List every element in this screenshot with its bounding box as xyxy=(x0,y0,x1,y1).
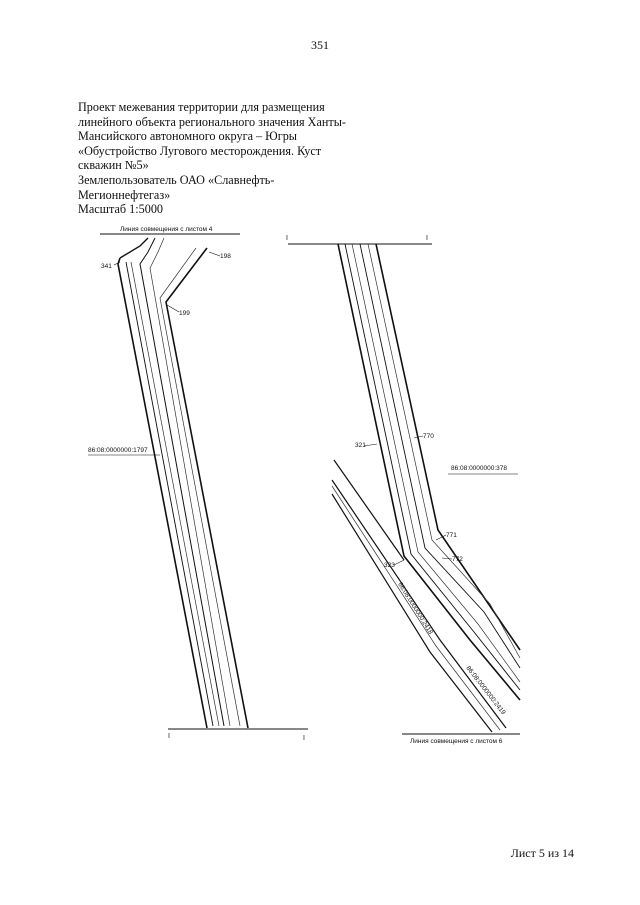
break-mark: I xyxy=(426,235,428,242)
parcel-label: 86:08:0000000:2419 xyxy=(464,664,507,717)
parcel-label: 86:08:0000000:1797 xyxy=(88,447,148,454)
title-line: Проект межевания территории для размещения xyxy=(78,100,325,114)
left-corridor-inner xyxy=(131,262,219,726)
point-label: 770 xyxy=(423,433,434,440)
right-corridor-inner xyxy=(360,244,520,668)
point-label: 771 xyxy=(446,532,457,539)
parcel-label: 86:08:0000000:378 xyxy=(451,465,508,472)
title-block xyxy=(78,100,368,217)
pipeline-corridor xyxy=(332,480,506,728)
match-line-label-top: Линия совмещения с листом 4 xyxy=(120,226,213,233)
right-corridor-inner xyxy=(352,244,520,682)
break-mark: I xyxy=(303,735,305,742)
right-corridor-inner xyxy=(368,244,520,658)
page-number: 351 xyxy=(311,38,329,52)
title-line: линейного объекта регионального значения Ханты- xyxy=(78,114,346,129)
match-line-label-bottom: Линия совмещения с листом 6 xyxy=(410,738,503,745)
title-line: скважин №5» xyxy=(78,158,149,173)
point-label: 323 xyxy=(384,562,395,569)
break-mark: I xyxy=(168,733,170,740)
point-label: 772 xyxy=(452,556,463,563)
point-label: 321 xyxy=(355,442,366,449)
right-corridor-boundary-east xyxy=(376,244,520,650)
point-label: 199 xyxy=(179,310,190,317)
left-corridor-boundary-west-main xyxy=(118,258,207,728)
point-label: 198 xyxy=(220,253,231,260)
left-corridor-boundary-west xyxy=(120,238,148,258)
parcel-label: 86:08:0000000:2418 xyxy=(396,581,434,636)
sheet-number: Лист 5 из 14 xyxy=(510,846,574,860)
survey-drawing xyxy=(0,220,640,760)
pipeline-corridor xyxy=(332,494,492,732)
left-corridor-inner xyxy=(150,238,230,726)
land-user-line: Землепользователь ОАО «Славнефть- xyxy=(78,172,275,187)
break-mark: I xyxy=(286,235,288,242)
scale-line: Масштаб 1:5000 xyxy=(78,202,164,217)
left-corridor-boundary-east xyxy=(166,248,248,728)
land-user-line: Мегионнефтегаз» xyxy=(78,187,171,202)
title-line: Мансийского автономного округа – Югры xyxy=(78,129,297,144)
title-line: «Обустройство Лугового месторождения. Куст xyxy=(78,143,322,158)
left-corridor-inner xyxy=(126,262,213,726)
point-label: 341 xyxy=(101,263,112,270)
